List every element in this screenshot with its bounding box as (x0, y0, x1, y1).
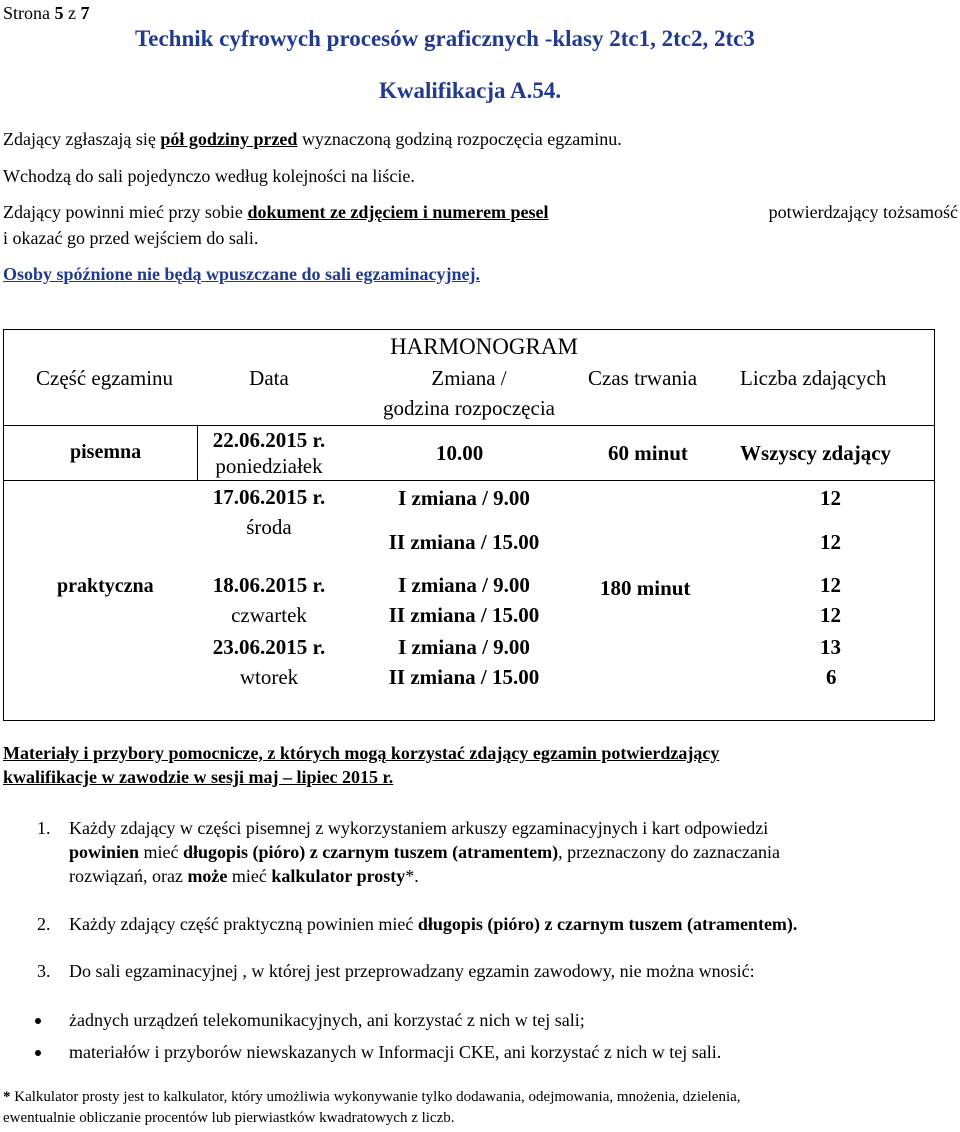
text: długopis (pióro) z czarnym tuszem (atramentem) (183, 842, 559, 862)
practical-day: wtorek (239, 665, 299, 689)
document-title: Technik cyfrowych procesów graficznych -klasy 2tc1, 2tc2, 2tc3 (135, 26, 755, 51)
page-total: 7 (80, 3, 90, 23)
text: kalkulator prosty (271, 866, 406, 886)
page-prefix: Strona (3, 3, 55, 23)
practical-count: 12 (820, 530, 841, 554)
practical-part: praktyczna (57, 575, 154, 597)
written-duration: 60 minut (608, 441, 688, 465)
intro-line-1 (3, 129, 622, 150)
intro-line-4: i okazać go przed wejściem do sali. (3, 228, 259, 248)
practical-shift: I zmiana / 9.00 (398, 486, 530, 510)
page-indicator (3, 3, 90, 24)
col-duration: Czas trwania (588, 366, 698, 390)
item-1-number: 1. (37, 818, 51, 838)
item-2-number: 2. (37, 914, 51, 934)
bullet-item: żadnych urządzeń telekomunikacyjnych, ani korzystać z nich w tej sali; (69, 1010, 585, 1030)
text: Każdy zdający część praktyczną powinien mieć (69, 914, 418, 934)
practical-shift: II zmiana / 15.00 (388, 530, 540, 554)
practical-day: środa (246, 515, 292, 539)
col-shift-2: godzina rozpoczęcia (383, 396, 555, 420)
text: potwierdzający tożsamość (768, 202, 958, 222)
text: powinien (69, 842, 140, 862)
written-shift: 10.00 (436, 441, 484, 465)
item-3-number: 3. (37, 961, 51, 981)
col-count: Liczba zdających (740, 366, 887, 390)
practical-date: 18.06.2015 r. (212, 573, 326, 597)
text: rozwiązań, oraz (69, 866, 188, 886)
practical-shift: II zmiana / 15.00 (388, 603, 540, 627)
text: mieć (139, 842, 184, 862)
text: może (187, 866, 228, 886)
item-1-line-2 (69, 842, 780, 863)
footnote-line-2: ewentualnie obliczanie procentów lub pierwiastków kwadratowych z liczb. (3, 1110, 455, 1126)
practical-shift: I zmiana / 9.00 (398, 573, 530, 597)
practical-count: 12 (820, 573, 841, 597)
item-1-line-1: Każdy zdający w części pisemnej z wykorzystaniem arkuszy egzaminacyjnych i kart odpowiedzi (69, 818, 769, 838)
page-middle: z (63, 3, 81, 23)
materials-heading: Materiały i przybory pomocnicze, z których mogą korzystać zdający egzamin potwierdzający (3, 743, 720, 763)
text: długopis (pióro) z czarnym tuszem (atramentem). (417, 914, 798, 934)
item-1-line-3 (69, 866, 419, 887)
practical-count: 6 (826, 665, 837, 689)
written-part: pisemna (70, 441, 142, 463)
schedule-table (3, 329, 935, 721)
practical-duration: 180 minut (600, 576, 691, 600)
intro-emphasis: pół godziny przed (160, 129, 298, 149)
written-date: 22.06.2015 r. (212, 428, 326, 452)
materials-heading-2: kwalifikacje w zawodzie w sesji maj – lipiec 2015 r. (3, 767, 394, 787)
footnote-star: * (3, 1089, 11, 1105)
qualification-title: Kwalifikacja A.54. (379, 78, 562, 103)
late-notice: Osoby spóźnione nie będą wpuszczane do sali egzaminacyjnej. (3, 264, 481, 284)
practical-shift: I zmiana / 9.00 (398, 635, 530, 659)
text: Kalkulator prosty jest to kalkulator, który umożliwia wykonywanie tylko dodawania, odejmowania, mnożenia, dzielenia, (10, 1089, 741, 1105)
intro-line-2: Wchodzą do sali pojedynczo według kolejności na liście. (3, 166, 415, 186)
footnote-line-1 (3, 1089, 741, 1106)
col-shift: Zmiana / (431, 366, 507, 390)
text: Zdający powinni mieć przy sobie (3, 202, 248, 222)
practical-count: 12 (820, 603, 841, 627)
item-3-text: Do sali egzaminacyjnej , w której jest przeprowadzany egzamin zawodowy, nie można wnosić: (69, 961, 755, 981)
practical-day: czwartek (231, 603, 307, 627)
intro-line-3 (3, 202, 958, 223)
col-part: Część egzaminu (36, 366, 174, 390)
page-current: 5 (54, 3, 64, 23)
schedule-heading: HARMONOGRAM (390, 334, 578, 359)
text: *. (405, 866, 419, 886)
text: Zdający zgłaszają się (3, 129, 161, 149)
written-day: poniedziałek (215, 454, 323, 478)
practical-shift: II zmiana / 15.00 (388, 665, 540, 689)
text: , przeznaczony do zaznaczania (558, 842, 780, 862)
written-count: Wszyscy zdający (740, 441, 892, 465)
practical-date: 17.06.2015 r. (212, 485, 326, 509)
bullet-item: materiałów i przyborów niewskazanych w Informacji CKE, ani korzystać z nich w tej sali. (69, 1042, 722, 1062)
item-2-text (69, 914, 797, 935)
practical-date: 23.06.2015 r. (212, 635, 326, 659)
practical-count: 12 (820, 486, 841, 510)
text: wyznaczoną godziną rozpoczęcia egzaminu. (297, 129, 622, 149)
col-date: Data (249, 366, 289, 390)
practical-count: 13 (820, 635, 841, 659)
text: mieć (227, 866, 272, 886)
intro-document-emphasis: dokument ze zdjęciem i numerem pesel (247, 202, 549, 222)
